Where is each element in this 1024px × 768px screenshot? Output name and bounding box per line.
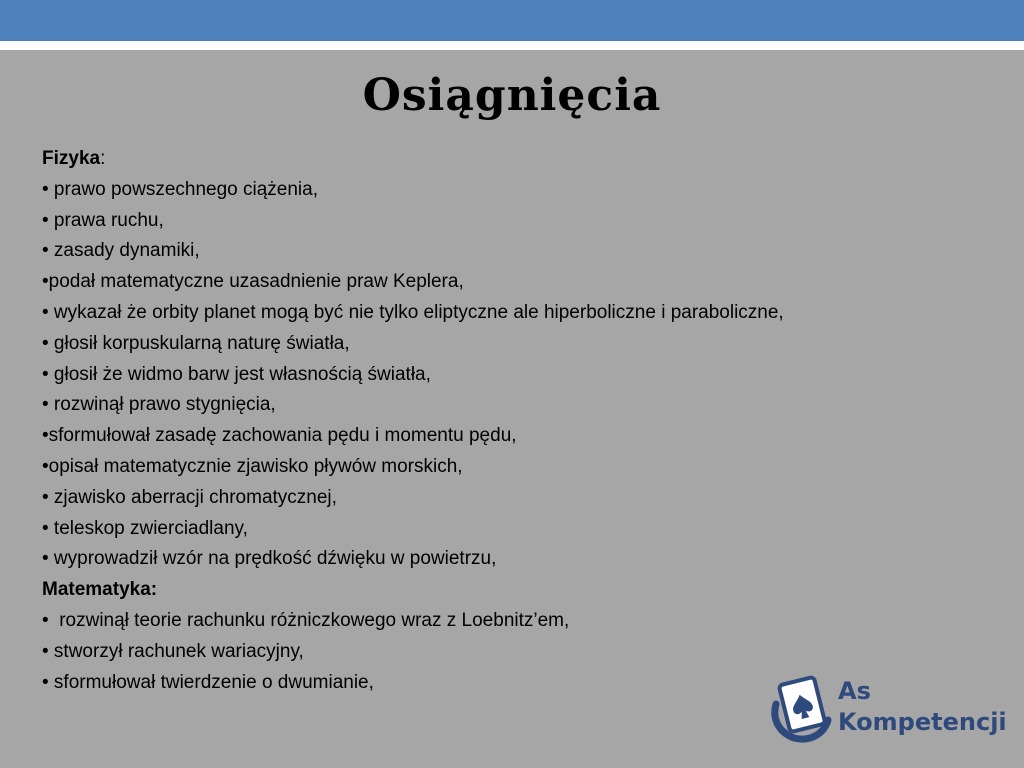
logo-line1: As	[838, 677, 871, 705]
list-item: • prawa ruchu,	[42, 209, 164, 231]
section-heading-physics: Fizyka:	[42, 148, 106, 169]
list-item: • stworzył rachunek wariacyjny,	[42, 640, 304, 662]
list-item: •podał matematyczne uzasadnienie praw Keplera,	[42, 271, 464, 293]
list-item: • sformułował twierdzenie o dwumianie,	[42, 671, 374, 693]
list-item: • prawo powszechnego ciążenia,	[42, 178, 318, 200]
list-item: • zasady dynamiki,	[42, 240, 200, 262]
list-item: • teleskop zwierciadlany,	[42, 517, 248, 539]
logo-wordmark	[838, 676, 1007, 738]
top-white-stripe	[0, 41, 1024, 50]
list-item: • głosił że widmo barw jest własnością światła,	[42, 363, 431, 385]
list-item: •opisał matematycznie zjawisko pływów morskich,	[42, 455, 463, 477]
list-item: • rozwinął teorie rachunku różniczkowego wraz z Loebnitz’em,	[42, 609, 570, 631]
as-kompetencji-logo	[768, 672, 1007, 744]
list-item: • głosił korpuskularną naturę światła,	[42, 332, 350, 354]
list-item: • zjawisko aberracji chromatycznej,	[42, 486, 337, 508]
section-heading-math: Matematyka:	[42, 579, 158, 601]
top-accent-bar	[0, 0, 1024, 41]
logo-line2: Kompetencji	[838, 708, 1007, 736]
slide-body	[42, 144, 992, 698]
spade-card-icon	[768, 672, 834, 744]
list-item: • rozwinął prawo stygnięcia,	[42, 394, 276, 416]
list-item: •sformułował zasadę zachowania pędu i momentu pędu,	[42, 425, 517, 447]
list-item: • wyprowadził wzór na prędkość dźwięku w powietrzu,	[42, 548, 497, 570]
list-item: • wykazał że orbity planet mogą być nie tylko eliptyczne ale hiperboliczne i paraboliczne,	[42, 301, 784, 323]
slide-title: Osiągnięcia	[362, 70, 662, 121]
